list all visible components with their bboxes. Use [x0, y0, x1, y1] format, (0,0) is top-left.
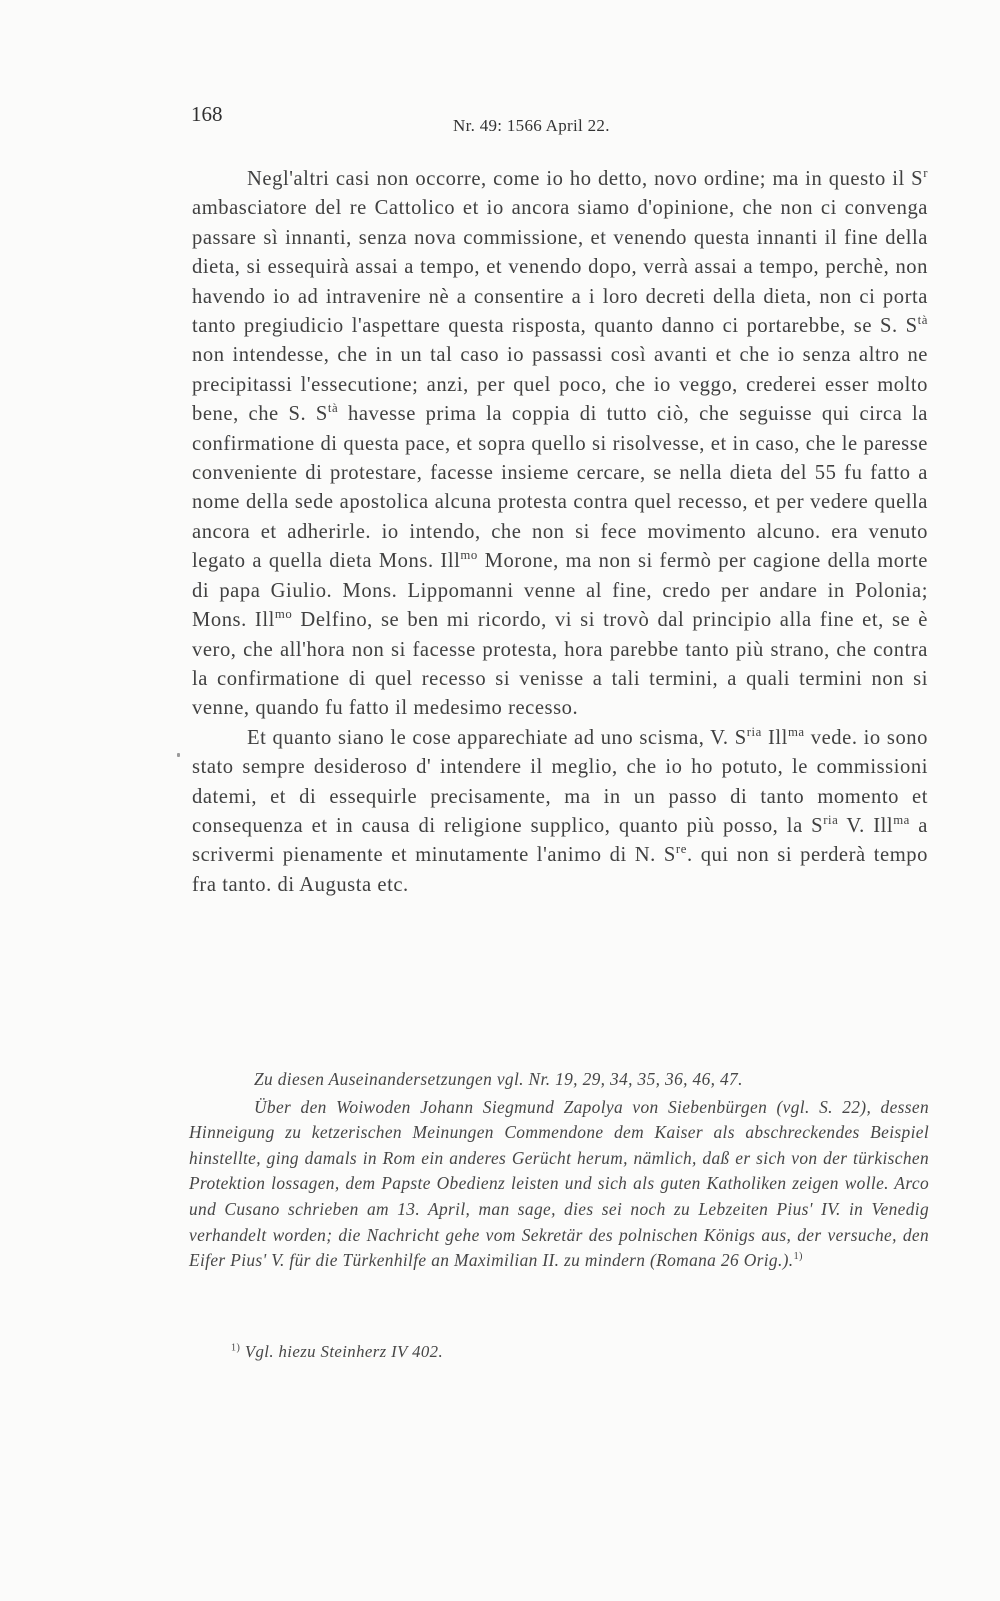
note-1: Zu diesen Auseinandersetzungen vgl. Nr. 19, 29, 34, 35, 36, 46, 47.: [254, 1069, 743, 1089]
text-run: Negl'altri casi non occorre, come io ho detto, novo ordine; ma in questo il S: [247, 168, 924, 190]
text-run: . qui non si perderà tempo fra tanto. di Augusta etc.: [192, 844, 928, 896]
superscript: re: [675, 842, 687, 857]
superscript: ma: [787, 724, 805, 739]
text-run: havesse prima la coppia di tutto ciò, che seguisse qui circa la confirmatione di questa pace, et sopra quello si risolvesse, et in caso, che le paresse conveniente di protestare, facesse insieme cercare, se nella dieta del 55 fu fatto a nome della sede apostolica alcuna protesta contra quel recesso, et per vedere quella ancora et adherirle. io intendo, che non si fece movimento alcuno. era venuto legato a quella dieta Mons. Ill: [192, 403, 928, 573]
superscript: ria: [746, 724, 762, 739]
scan-speck: [177, 753, 180, 757]
paragraph-1: [192, 165, 928, 724]
main-text: [192, 165, 928, 900]
superscript: ma: [893, 813, 910, 828]
superscript: mo: [274, 607, 293, 622]
text-run: Morone, ma non si fermò per cagione della morte di papa Giulio. Mons. Lippomanni venne al fine, credo per andare in Polonia; Mons. Ill: [192, 550, 928, 632]
footnote-marker: 1): [231, 1342, 241, 1354]
note-2-text: Über den Woiwoden Johann Siegmund Zapolya von Siebenbürgen (vgl. S. 22), dessen Hinneigung zu ketzerischen Meinungen Commendone dem Kaiser als abschreckendes Beispiel hinstellte, ging damals in Rom ein anderes Gerücht herum, nämlich, daß er sich von der türkischen Protektion lossagen, dem Papste Obedienz leisten und sich als guten Katholiken zeigen wolle. Arco und Cusano schrieben am 13. April, man sage, dies sei noch zu Lebzeiten Pius' IV. in Venedig verhandelt worden; die Nachricht gehe vom Sekretär des polnischen Königs aus, der versuche, den Eifer Pius' V. für die Türkenhilfe an Maximilian II. zu mindern (Romana 26 Orig.).: [189, 1096, 929, 1271]
superscript: r: [923, 166, 928, 181]
superscript: tà: [327, 401, 339, 416]
text-run: a scrivermi pienamente et minutamente l'animo di N. S: [192, 814, 928, 867]
text-run: Delfino, se ben mi ricordo, vi si trovò dal principio alla fine et, se è vero, che all'hora non si facesse protesta, hora parebbe tanto più strano, che contra la confirmatione di quel recesso si venisse a tali termini, a quali termini non si venne, quando fu fatto il medesimo recesso.: [192, 609, 928, 720]
text-run: Ill: [761, 726, 788, 749]
note-2: [189, 1095, 929, 1274]
page-number: 168: [191, 102, 223, 126]
superscript: ria: [823, 813, 839, 828]
footnote-text: Vgl. hiezu Steinherz IV 402.: [244, 1342, 444, 1361]
text-run: V. Ill: [838, 814, 894, 837]
text-run: vede. io sono stato sempre desideroso d' intendere il meglio, che io ho potuto, le commissioni datemi, et di essequirle precisamente, ma in un passo di tanto momento et consequenza et in causa di religione supplico, quanto più posso, la S: [192, 726, 929, 837]
editorial-notes: [189, 1067, 929, 1274]
paragraph-2: [192, 724, 928, 900]
running-head: Nr. 49: 1566 April 22.: [453, 116, 610, 135]
footnote: [231, 1342, 443, 1362]
superscript: tà: [917, 313, 928, 328]
text-run: ambasciatore del re Cattolico et io ancora siamo d'opinione, che non ci convenga passare sì innanti, senza nova commissione, et venendo questa innanti il fine della dieta, si essequirà assai a tempo, et venendo dopo, verrà assai a tempo, perchè, non havendo io ad intravenire nè a consentire a i loro decreti della dieta, non ci porta tanto pregiudicio l'aspettare questa risposta, quanto danno ci portarebbe, se S. S: [192, 197, 928, 338]
text-run: non intendesse, che in un tal caso io passassi così avanti et che io senza altro ne precipitassi l'essecutione; anzi, per quel poco, che io veggo, crederei esser molto bene, che S. S: [192, 344, 928, 426]
text-run: Et quanto siano le cose apparechiate ad uno scisma, V. S: [247, 726, 747, 749]
footnote-reference: 1): [793, 1251, 803, 1263]
superscript: mo: [460, 548, 478, 563]
